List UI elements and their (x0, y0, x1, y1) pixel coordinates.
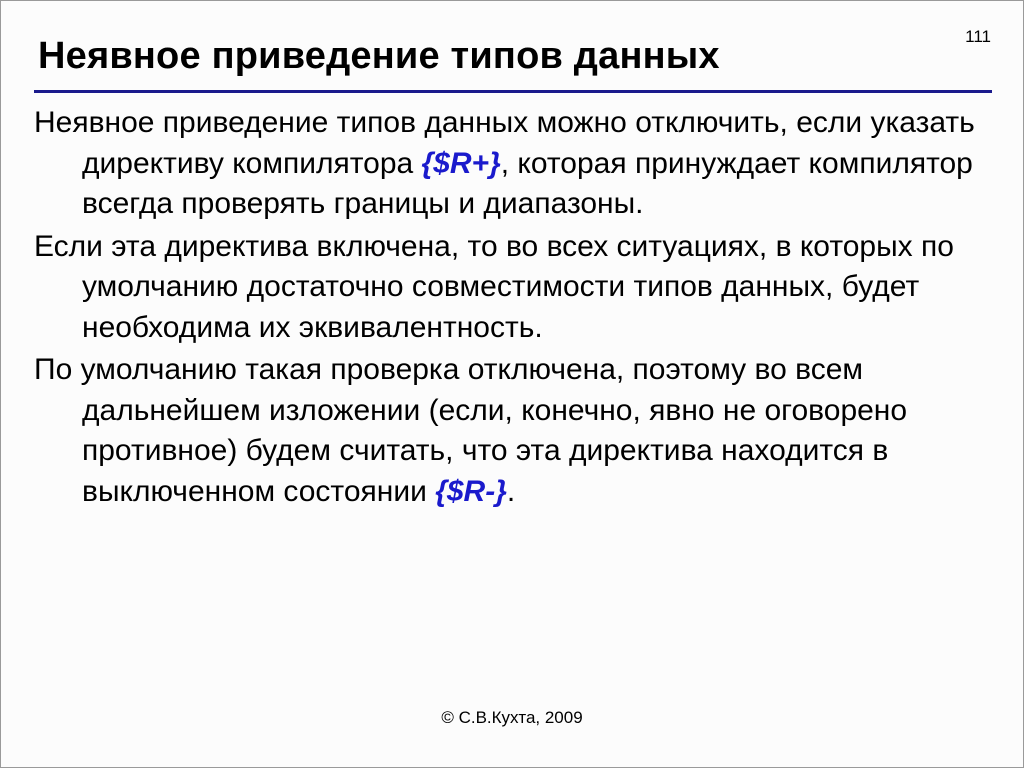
paragraph-1-text-after: , которая принуждает компилятор всегда проверять границы и диапазоны. (82, 146, 973, 220)
slide-number: 111 (965, 27, 991, 46)
directive-r-minus: {$R-} (435, 474, 507, 508)
paragraph-2: Если эта директива включена, то во всех ситуациях, в которых по умолчанию достаточно совместимости типов данных, будет необходима их эквивалентность. (34, 229, 954, 344)
copyright-footer: © С.В.Кухта, 2009 (441, 708, 583, 727)
slide-body (34, 103, 994, 514)
title-underline (34, 90, 992, 93)
directive-r-plus: {$R+} (421, 146, 501, 180)
paragraph-3 (34, 350, 994, 512)
paragraph-3-text-after: . (506, 474, 516, 508)
paragraph-1-text-before: Неявное приведение типов данных можно отключить, если указать директиву компилятора (34, 106, 975, 180)
paragraph-3-text-before: По умолчанию такая проверка отключена, поэтому во всем дальнейшем изложении (если, конечно, явно не оговорено противное) будем считать, что эта директива находится в выключенном состоянии (34, 353, 908, 508)
paragraph-1 (34, 103, 994, 225)
slide-title: Неявное приведение типов данных (38, 35, 720, 77)
